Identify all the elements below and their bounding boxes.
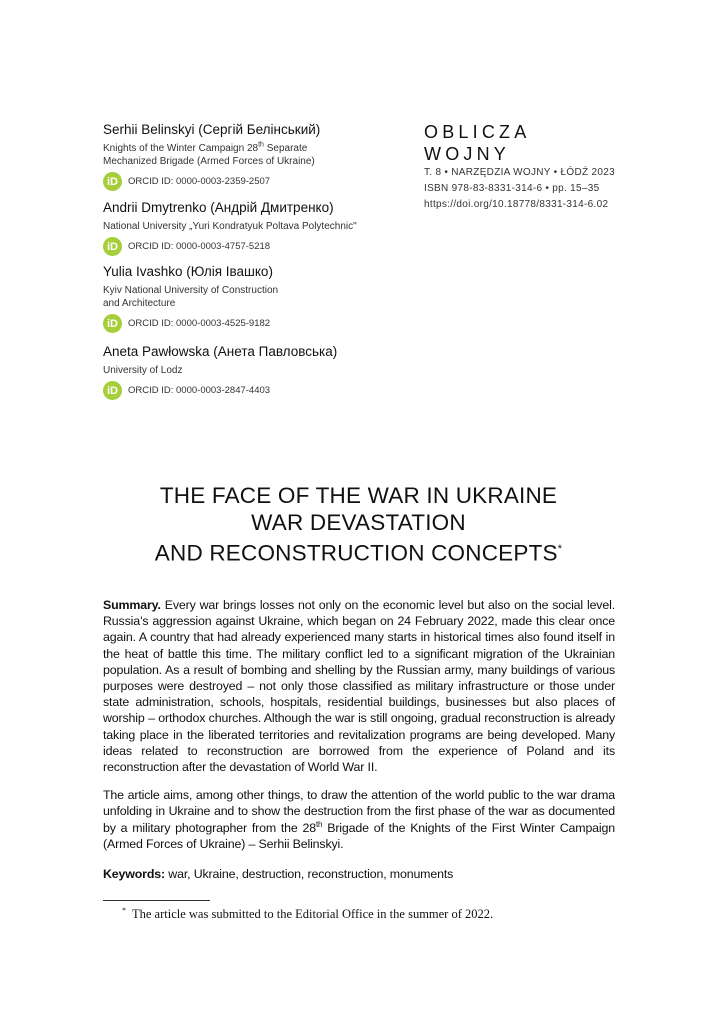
author-name: Andrii Dmytrenko (Андрій Дмитренко) [103, 200, 334, 215]
author-affiliation: National University „Yuri Kondratyuk Poltava Polytechnic" [103, 221, 357, 232]
aims-paragraph: The article aims, among other things, to draw the attention of the world public to the war drama unfolding in Ukraine and to show the destruction from the first phase of the war as documented by a military photographer from the 28th Brigade of the Knights of the First Winter Campaign (Armed Forces of Ukraine) – Serhii Belinskyi. [103, 788, 616, 851]
author-name: Yulia Ivashko (Юлія Івашко) [103, 264, 273, 279]
author-name: Aneta Pawłowska (Анета Павловська) [103, 344, 338, 359]
journal-info [424, 121, 624, 213]
article-title: THE FACE OF THE WAR IN UKRAINE WAR DEVASTATION AND RECONSTRUCTION CONCEPTS* [154, 483, 563, 566]
keywords: Keywords: war, Ukraine, destruction, reconstruction, monuments [103, 867, 454, 882]
orcid-link[interactable]: iD ORCID ID: 0000-0003-4525-9182 [103, 314, 403, 333]
journal-doi[interactable]: https://doi.org/10.18778/8331-314-6.02 [424, 199, 609, 210]
orcid-icon: iD [103, 172, 122, 191]
author-4 [103, 343, 403, 400]
author-affiliation: University of Lodz [103, 365, 183, 376]
orcid-link[interactable]: iD ORCID ID: 0000-0003-2847-4403 [103, 381, 403, 400]
orcid-icon: iD [103, 381, 122, 400]
author-2 [103, 199, 403, 256]
author-affiliation: Knights of the Winter Campaign 28th Separate Mechanized Brigade (Armed Forces of Ukraine) [103, 141, 315, 167]
summary-paragraph: Summary. Every war brings losses not only on the economic level but also on the social level. Russia’s aggression against Ukraine, which began on 24 February 2022, made this clear once again. A country that had already experienced many starts in historical times also found itself in the heat of battle this time. The military conflict led to a significant migration of the Ukrainian population. As a result of bombing and shelling by the Russian army, many buildings of various purposes were destroyed – not only those classified as military infrastructure or those under state administration, schools, hospitals, residential buildings, businesses but also places of worship – orthodox churches. Although the war is still ongoing, gradual reconstruction is already taking place in the liberated territories and revitalization programs are being developed. Many ideas related to reconstruction are borrowed from the experience of Poland and its reconstruction after the devastation of World War II. [103, 598, 615, 775]
footnote-divider [103, 900, 210, 901]
orcid-icon: iD [103, 237, 122, 256]
author-affiliation: Kyiv National University of Construction and Architecture [103, 285, 279, 309]
orcid-icon: iD [103, 314, 122, 333]
summary-label: Summary. [103, 598, 161, 612]
article-body [103, 597, 615, 922]
journal-title: OBLICZA WOJNY [424, 122, 530, 164]
keywords-label: Keywords: [103, 867, 165, 882]
author-1 [103, 121, 403, 191]
journal-volume: T. 8 • NARZĘDZIA WOJNY • ŁÓDŹ 2023 [424, 167, 615, 178]
author-name: Serhii Belinskyi (Сергій Белінський) [103, 122, 321, 137]
footnote-marker[interactable]: * [557, 543, 563, 555]
orcid-link[interactable]: iD ORCID ID: 0000-0003-2359-2507 [103, 172, 403, 191]
journal-isbn: ISBN 978-83-8331-314-6 • pp. 15–35 [424, 183, 600, 194]
author-3 [103, 263, 403, 333]
orcid-link[interactable]: iD ORCID ID: 0000-0003-4757-5218 [103, 237, 403, 256]
footnote: * The article was submitted to the Editorial Office in the summer of 2022. [122, 906, 494, 922]
